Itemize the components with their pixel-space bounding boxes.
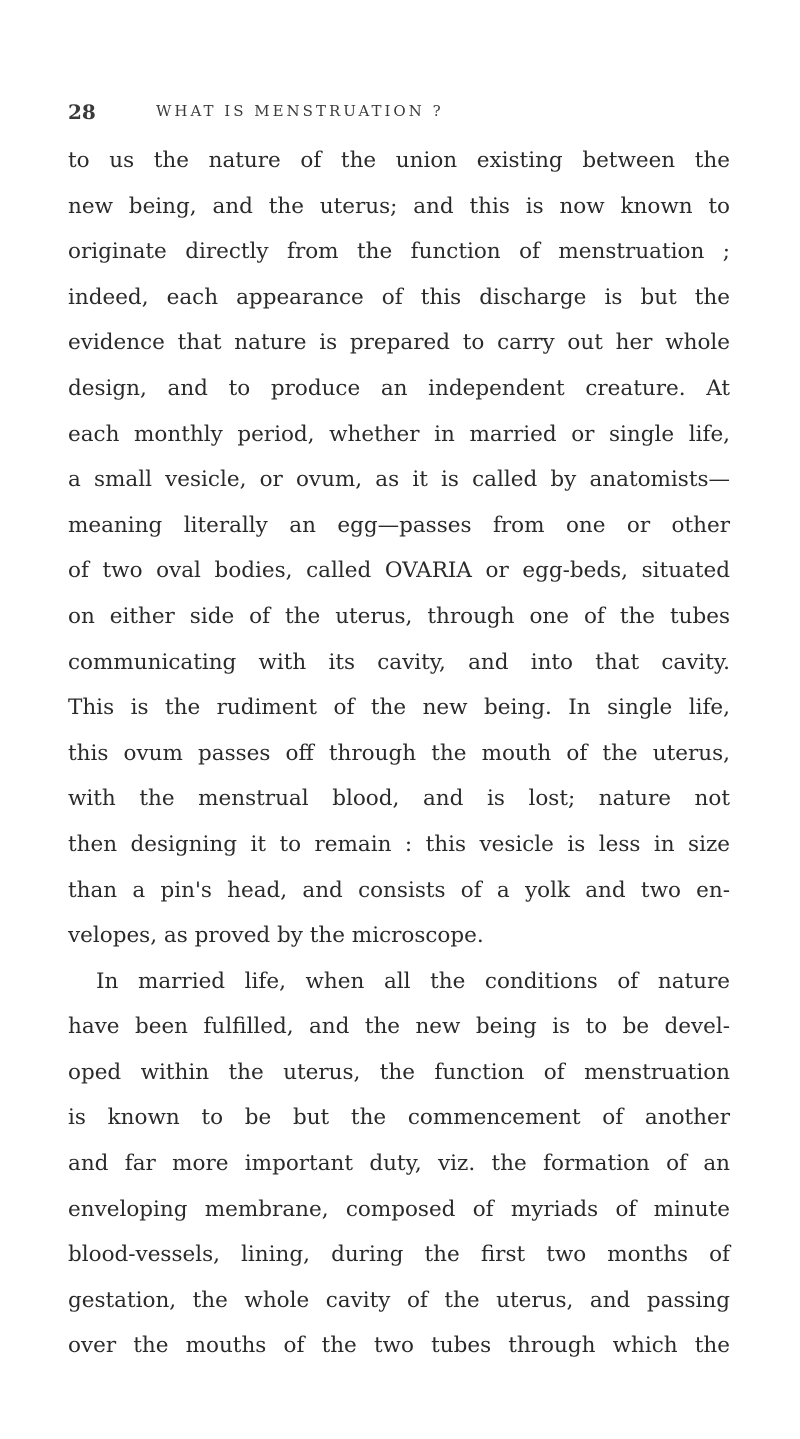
text-line: on either side of the uterus, through one of the tubes bbox=[68, 603, 730, 629]
text-line: This is the rudiment of the new being. In single life, bbox=[68, 695, 730, 721]
text-line: and far more important duty, viz. the formation of an bbox=[68, 1151, 730, 1177]
text-line: communicating with its cavity, and into that cavity. bbox=[68, 649, 730, 675]
text-line: enveloping membrane, composed of myriads of minute bbox=[68, 1196, 730, 1222]
text-line: with the menstrual blood, and is lost; nature not bbox=[68, 786, 730, 812]
paragraph-start-line: In married life, when all the conditions of nature bbox=[96, 968, 730, 994]
text-line: gestation, the whole cavity of the uterus, and passing bbox=[68, 1287, 730, 1313]
text-line: over the mouths of the two tubes through which the bbox=[68, 1333, 730, 1359]
text-line: new being, and the uterus; and this is now known to bbox=[68, 193, 730, 219]
text-line: each monthly period, whether in married or single life, bbox=[68, 421, 730, 447]
text-line: indeed, each appearance of this discharge is but the bbox=[68, 284, 730, 310]
text-line: velopes, as proved by the microscope. bbox=[68, 923, 484, 949]
text-line: this ovum passes off through the mouth of the uterus, bbox=[68, 740, 730, 766]
text-line: meaning literally an egg—passes from one or other bbox=[68, 512, 730, 538]
text-line: of two oval bodies, called OVARIA or egg-beds, situated bbox=[68, 558, 730, 584]
running-title: WHAT IS MENSTRUATION ? bbox=[156, 102, 444, 120]
text-line: than a pin's head, and consists of a yolk and two en- bbox=[68, 877, 730, 903]
text-line: then designing it to remain : this vesicle is less in size bbox=[68, 831, 730, 857]
page-number: 28 bbox=[68, 100, 96, 124]
text-line: evidence that nature is prepared to carry out her whole bbox=[68, 330, 730, 356]
body-text bbox=[68, 138, 730, 1369]
running-head bbox=[68, 100, 668, 130]
text-line: have been fulfilled, and the new being is to be devel- bbox=[68, 1014, 730, 1040]
text-line: to us the nature of the union existing between the bbox=[68, 148, 730, 173]
text-line: blood-vessels, lining, during the first two months of bbox=[68, 1242, 730, 1268]
text-line: oped within the uterus, the function of menstruation bbox=[68, 1059, 730, 1085]
text-line: a small vesicle, or ovum, as it is called by anatomists— bbox=[68, 467, 730, 493]
text-line: design, and to produce an independent creature. At bbox=[68, 375, 730, 401]
text-line: originate directly from the function of menstruation ; bbox=[68, 239, 730, 265]
text-line: is known to be but the commencement of another bbox=[68, 1105, 730, 1131]
